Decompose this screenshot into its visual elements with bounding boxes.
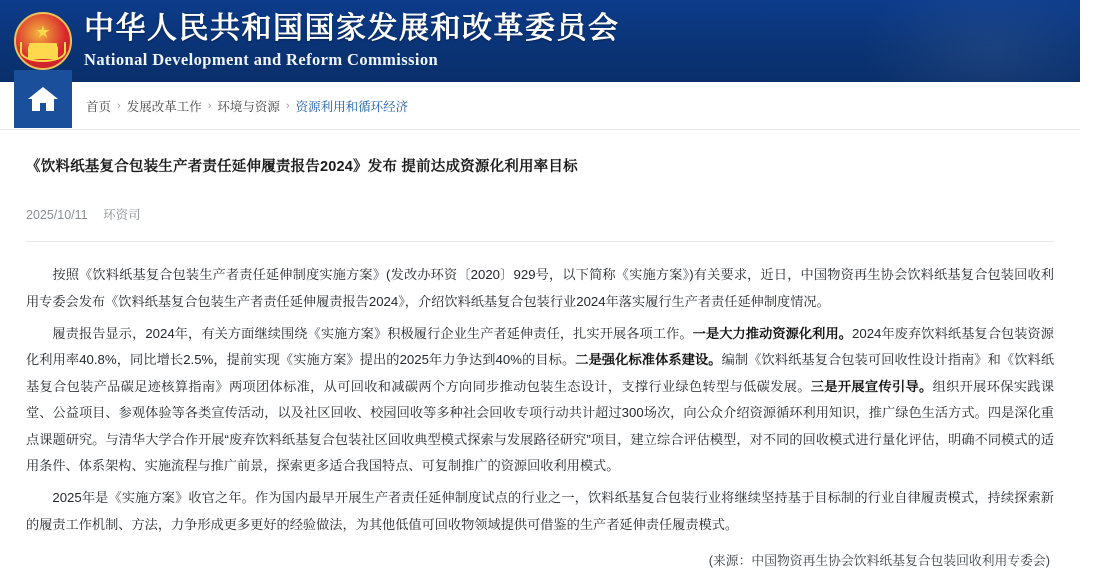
article-text: 组织开展环保实践课堂、公益项目、参观体验等各类宣传活动，以及社区回收、校园回收等多种社会回收专项行动共计超过300场次，向公众介绍资源循环利用知识，推广绿色生活方式。四是深化重点课题研究。与清华大学合作开展“废弃饮料纸基复合包装社区回收典型模式探索与发展路径研究”项目，建立综合评估模型，对不同的回收模式进行量化评估，明确不同模式的适用条件、体系架构、实施流程与推广前景，探索更多适合我国特点、可复制推广的资源回收利用模式。: [26, 378, 1055, 474]
divider: [26, 241, 1054, 242]
article-department: 环资司: [103, 208, 141, 223]
breadcrumb-item-3[interactable]: 资源利用和循环经济: [295, 99, 409, 114]
article-emphasis: 一是大力推动资源化利用。: [692, 326, 853, 341]
site-header: [0, 0, 1080, 82]
site-title-block: [84, 12, 620, 70]
article-emphasis: 二是强化标准体系建设。: [575, 352, 722, 368]
breadcrumb: [86, 97, 408, 115]
article-paragraph: [26, 262, 1054, 315]
article-source: (来源：中国物资再生协会饮料纸基复合包装回收利用专委会): [708, 553, 1050, 569]
article-body: [26, 262, 1054, 538]
emblem-gate-icon: [28, 46, 58, 59]
article-text: 编制《饮料纸基复合包装可回收性设计指南》和《饮料纸基复合包装产品碳足迹核算指南》两项团体标准，从可回收和减碳两个方向同步推动包装生态设计，支撑行业绿色转型与低碳发展。: [26, 352, 1055, 394]
breadcrumb-item-1[interactable]: 发展改革工作: [126, 99, 202, 114]
article-text: 2024年废弃饮料纸基复合包装资源化利用率40.8%，同比增长2.5%，提前实现《实施方案》提出的2025年力争达到40%的目标。: [26, 326, 1054, 368]
breadcrumb-separator-icon: ›: [207, 99, 212, 112]
site-title-cn: 中华人民共和国国家发展和改革委员会: [84, 12, 620, 46]
article-meta: [26, 205, 1054, 223]
breadcrumb-bar: [0, 82, 1080, 130]
page-title: 《饮料纸基复合包装生产者责任延伸履责报告2024》发布 提前达成资源化利用率目标: [26, 159, 578, 175]
national-emblem-icon: [14, 12, 72, 70]
site-title-en: National Development and Reform Commission: [84, 49, 439, 69]
breadcrumb-item-0[interactable]: 首页: [86, 99, 112, 114]
breadcrumb-separator-icon: ›: [117, 99, 121, 112]
article-date: 2025/10/11: [26, 208, 88, 223]
article-paragraph: [26, 485, 1054, 538]
article-text: 按照《饮料纸基复合包装生产者责任延伸制度实施方案》(发改办环资〔2020〕929号，以下简称《实施方案》)有关要求，近日，中国物资再生协会饮料纸基复合包装回收利用专委会发布《饮料纸基复合包装生产者责任延伸履责报告2024》，介绍饮料纸基复合包装行业2024年落实履行生产者责任延伸制度情况。: [26, 267, 1054, 309]
article-text: 2025年是《实施方案》收官之年。作为国内最早开展生产者责任延伸制度试点的行业之一，饮料纸基复合包装行业将继续坚持基于目标制的行业自律履责模式，持续探索新的履责工作机制、方法，力争形成更多更好的经验做法，为其他低值可回收物领域提供可借鉴的生产者延伸责任履责模式。: [26, 490, 1054, 532]
article-emphasis: 三是开展宣传引导。: [810, 378, 933, 394]
emblem-star-icon: ★: [35, 22, 51, 42]
home-icon[interactable]: [14, 70, 72, 128]
article-paragraph: [26, 321, 1054, 479]
breadcrumb-separator-icon: ›: [285, 99, 290, 112]
article: [0, 130, 1080, 569]
breadcrumb-item-2[interactable]: 环境与资源: [217, 99, 280, 114]
article-text: 履责报告显示，2024年，有关方面继续围绕《实施方案》积极履行企业生产者延伸责任，扎实开展各项工作。: [52, 326, 693, 341]
